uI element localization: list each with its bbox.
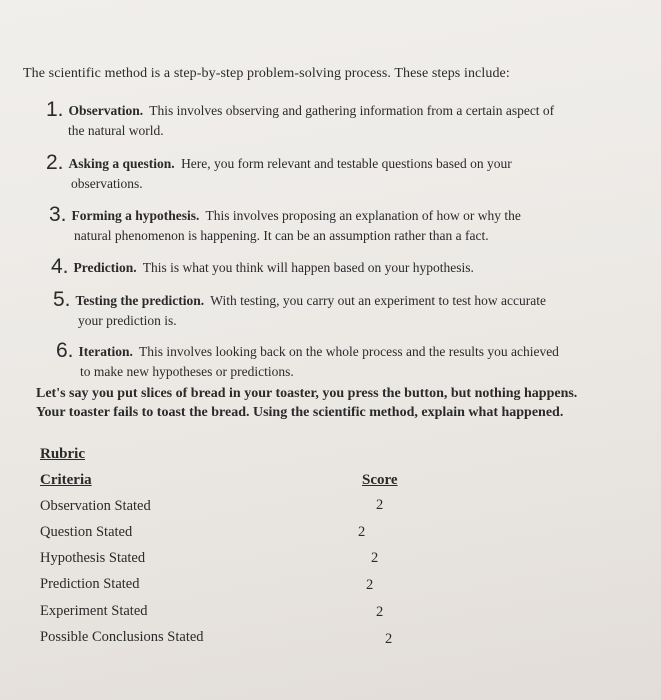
step-term: Asking a question. xyxy=(68,156,175,171)
step-text-continued: the natural world. xyxy=(68,123,164,138)
criteria-header: Criteria xyxy=(40,472,92,488)
intro-text: The scientific method is a step-by-step problem-solving process. These steps include: xyxy=(23,66,510,81)
step-term: Iteration. xyxy=(78,344,133,359)
rubric-criterion: Question Stated xyxy=(40,524,133,540)
question-line-2: Your toaster fails to toast the bread. Using the scientific method, explain what happened. xyxy=(36,405,564,420)
rubric-score: 2 xyxy=(385,631,393,647)
step-text-continued: natural phenomenon is happening. It can be an assumption rather than a fact. xyxy=(74,228,489,243)
step-number: 1. xyxy=(46,98,64,121)
rubric-score: 2 xyxy=(366,577,374,593)
step-text-continued: to make new hypotheses or predictions. xyxy=(80,364,294,379)
toaster-question xyxy=(36,384,636,422)
step-text-continued: observations. xyxy=(71,176,143,191)
step-term: Testing the prediction. xyxy=(75,293,205,308)
step-text: With testing, you carry out an experiment to test how accurate xyxy=(210,293,547,308)
step-item xyxy=(46,152,512,194)
rubric-score: 2 xyxy=(358,524,366,540)
step-item xyxy=(53,289,546,331)
step-item xyxy=(46,99,554,141)
rubric-score: 2 xyxy=(371,550,379,566)
rubric-score: 2 xyxy=(376,497,384,513)
step-item xyxy=(56,340,559,382)
step-text: This involves observing and gathering information from a certain aspect of xyxy=(149,103,555,118)
question-line-1: Let's say you put slices of bread in your toaster, you press the button, but nothing happens. xyxy=(36,386,578,401)
rubric-criterion: Hypothesis Stated xyxy=(40,550,146,566)
rubric-criterion: Prediction Stated xyxy=(40,576,140,592)
step-number: 6. xyxy=(56,339,74,362)
step-number: 2. xyxy=(46,151,64,174)
step-term: Forming a hypothesis. xyxy=(71,208,200,223)
step-term: Prediction. xyxy=(73,260,137,275)
step-term: Observation. xyxy=(68,103,144,118)
step-item xyxy=(51,256,474,278)
step-text-continued: your prediction is. xyxy=(78,313,177,328)
step-text: This involves proposing an explanation of how or why the xyxy=(205,208,521,223)
step-text: This involves looking back on the whole process and the results you achieved xyxy=(139,344,559,359)
score-header: Score xyxy=(362,472,398,488)
rubric-criterion: Experiment Stated xyxy=(40,603,148,619)
step-number: 4. xyxy=(51,255,69,278)
step-text: Here, you form relevant and testable questions based on your xyxy=(181,156,512,171)
step-number: 3. xyxy=(49,203,67,226)
rubric-score: 2 xyxy=(376,604,384,620)
rubric-criterion: Observation Stated xyxy=(40,498,151,514)
step-number: 5. xyxy=(53,288,71,311)
rubric-title: Rubric xyxy=(40,446,85,462)
rubric-criterion: Possible Conclusions Stated xyxy=(40,629,204,645)
step-item xyxy=(49,204,521,246)
step-text: This is what you think will happen based on your hypothesis. xyxy=(142,260,474,275)
